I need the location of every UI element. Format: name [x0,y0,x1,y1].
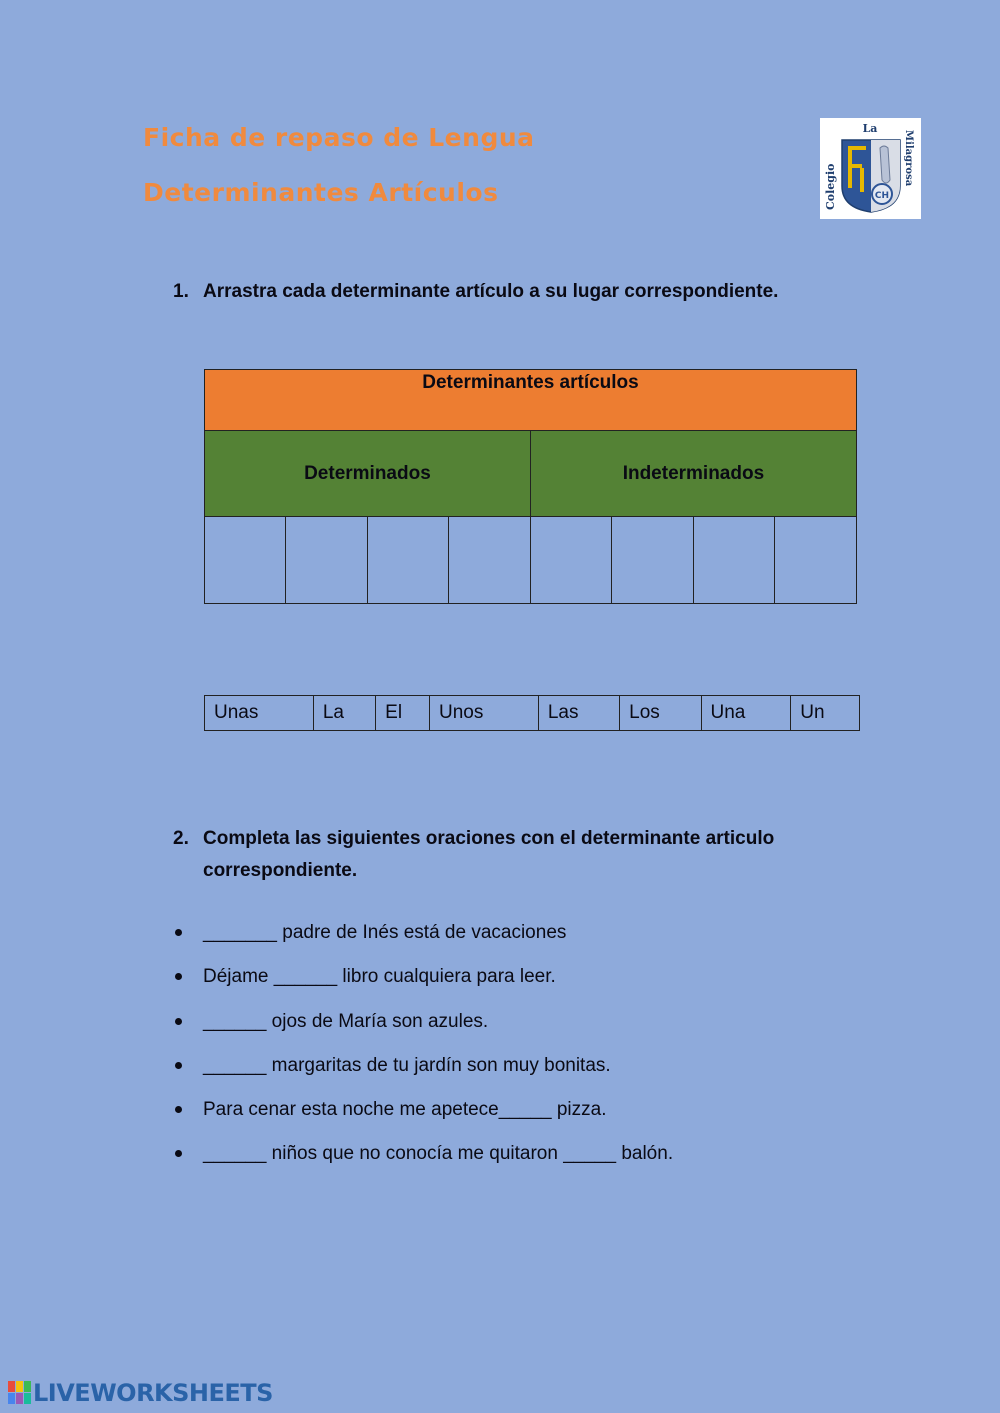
sentence-item [173,1090,673,1134]
word-bank-item[interactable]: Unas [205,696,314,731]
word-bank [204,695,860,731]
word-bank-item[interactable]: La [313,696,375,731]
drop-slot[interactable] [530,517,612,604]
sentence-item [173,1002,673,1046]
word-bank-item[interactable]: El [376,696,430,731]
exercise2-instruction [173,823,873,887]
sentence-item [173,1046,673,1090]
word-bank-item[interactable]: Los [620,696,701,731]
word-bank-item[interactable]: Una [701,696,791,731]
drop-slot[interactable] [693,517,775,604]
drop-slot[interactable] [286,517,367,604]
drop-slot[interactable] [205,517,286,604]
sentence-text[interactable]: ______ niños que no conocía me quitaron _____ balón. [203,1143,674,1165]
sentence-item [173,913,673,957]
sentence-item [173,1134,673,1178]
word-bank-item[interactable]: Las [538,696,619,731]
sentence-text[interactable]: _______ padre de Inés está de vacaciones [203,922,567,943]
bullet-icon [175,1106,182,1113]
exercise1-text: Arrastra cada determinante artículo a su lugar correspondiente. [203,281,779,302]
svg-text:Colegio: Colegio [824,163,837,210]
sentence-text[interactable]: ______ margaritas de tu jardín son muy bonitas. [203,1054,611,1076]
articles-table-header: Determinantes artículos [205,370,857,431]
exercise1-instruction [173,276,873,308]
exercise2-text: Completa las siguientes oraciones con el determinante articulo correspondiente. [203,828,775,881]
articles-table [204,369,857,604]
drop-slot[interactable] [612,517,694,604]
column-indeterminados: Indeterminados [530,431,856,517]
footer-brand[interactable] [8,1379,273,1407]
drop-slot[interactable] [367,517,448,604]
sentence-text[interactable]: ______ ojos de María son azules. [203,1010,489,1032]
bullet-icon [175,1150,182,1157]
footer-brand-text: LIVEWORKSHEETS [33,1379,273,1407]
bullet-icon [175,1062,182,1069]
drop-slot[interactable] [449,517,530,604]
exercise2-number: 2. [173,828,189,849]
svg-text:La: La [862,122,878,135]
school-logo [820,118,921,219]
sentence-text[interactable]: Para cenar esta noche me apetece_____ pizza. [203,1099,607,1121]
page-subtitle: Determinantes Artículos [143,178,499,207]
drop-slot[interactable] [775,517,857,604]
sentence-text[interactable]: Déjame ______ libro cualquiera para leer. [203,966,556,988]
page-title: Ficha de repaso de Lengua [143,123,535,152]
bullet-icon [175,929,182,936]
word-bank-item[interactable]: Unos [430,696,539,731]
column-determinados: Determinados [205,431,531,517]
school-logo-graphic [820,118,921,219]
sentence-list [173,913,673,1179]
bullet-icon [175,973,182,980]
svg-text:CH: CH [874,191,890,201]
liveworksheets-logo-icon [8,1381,32,1405]
word-bank-item[interactable]: Un [791,696,860,731]
sentence-item [173,957,673,1001]
svg-text:Milagrosa: Milagrosa [903,130,914,187]
exercise1-number: 1. [173,281,189,302]
bullet-icon [175,1018,182,1025]
